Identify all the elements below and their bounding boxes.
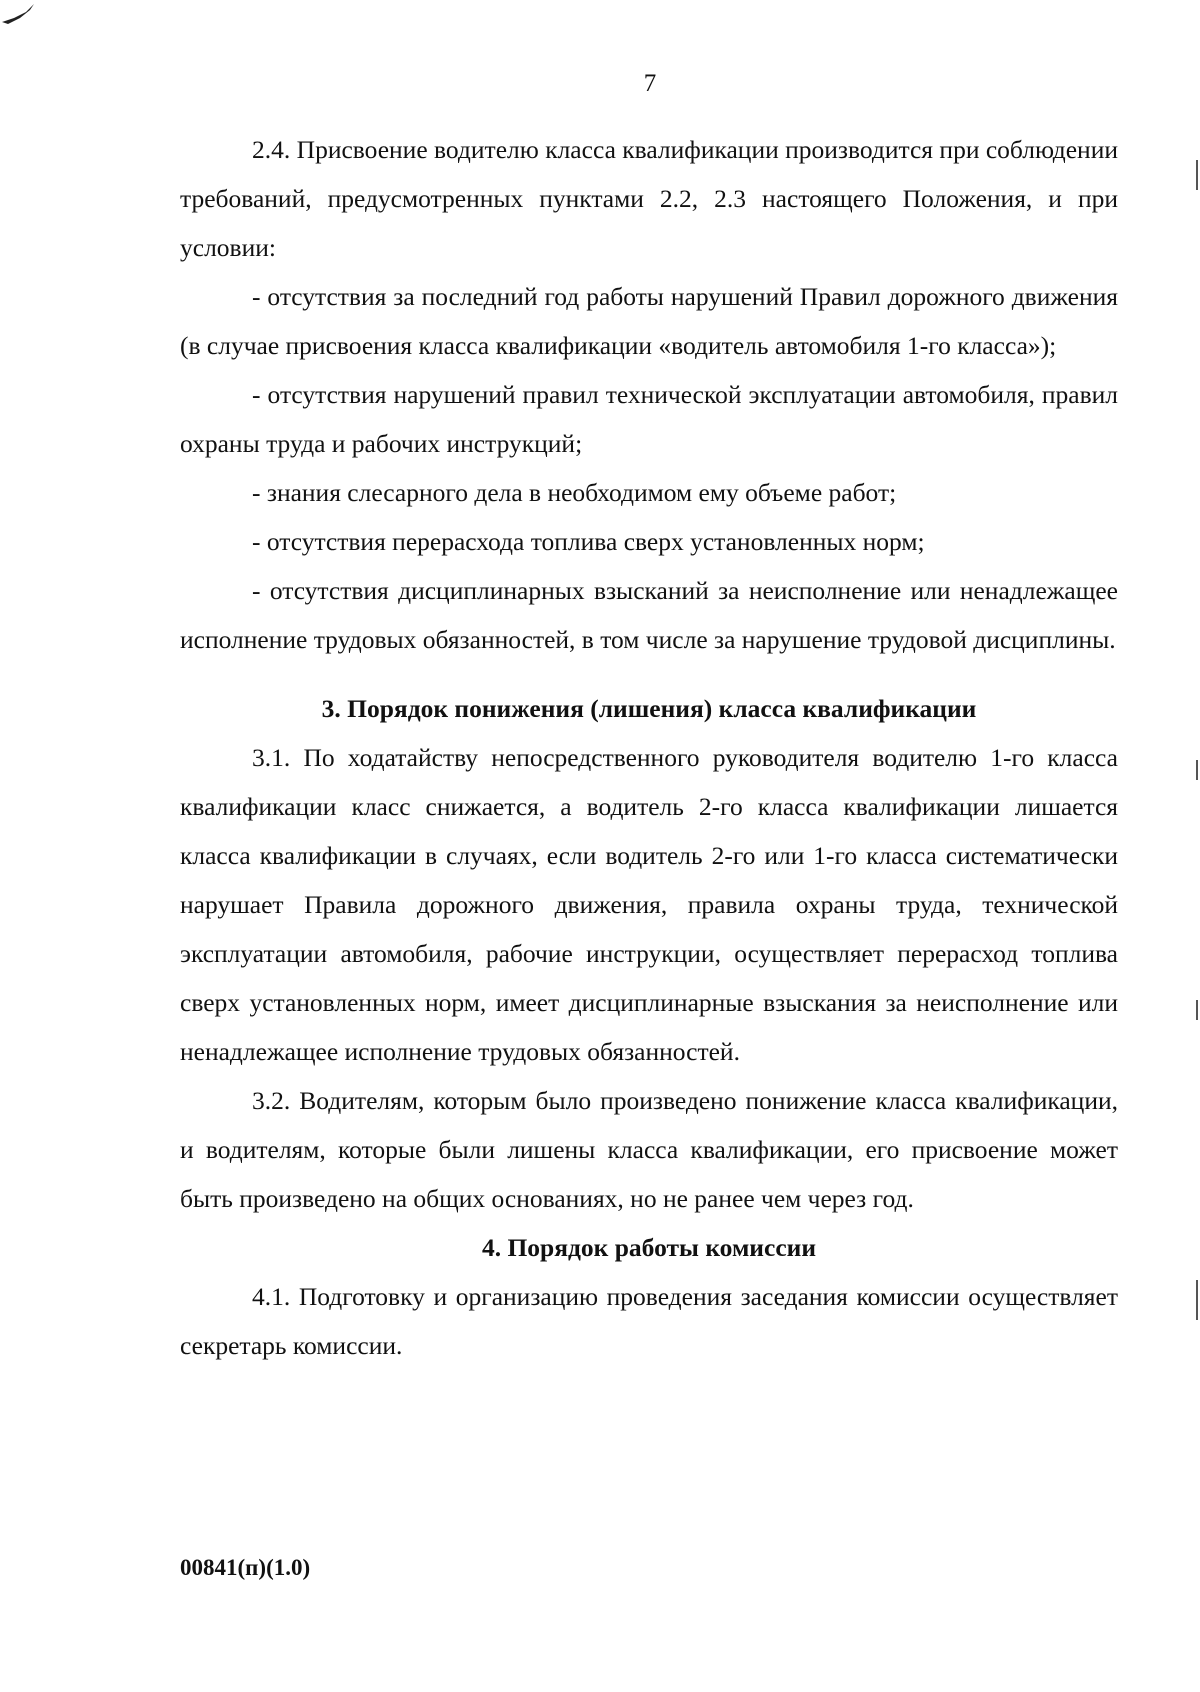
edge-scan-line (1196, 1000, 1198, 1020)
document-code: 00841(п)(1.0) (180, 1555, 311, 1580)
section-4-heading: 4. Порядок работы комиссии (481, 1233, 817, 1262)
paragraph-3-2: 3.2. Водителям, которым было произведено понижение класса квалификации, и водителям, которые были лишены класса квалификации, его присвоение может быть произведено на общих основаниях, но не ранее чем через год. (180, 1086, 1118, 1213)
paragraph-4-1: 4.1. Подготовку и организацию проведения заседания комиссии осуществляет секретарь комиссии. (180, 1282, 1118, 1360)
section-3-heading: 3. Порядок понижения (лишения) класса квалификации (321, 694, 977, 723)
paragraph-3-1: 3.1. По ходатайству непосредственного руководителя водителю 1-го класса квалификации класс снижается, а водитель 2-го класса квалификации лишается класса квалификации в случаях, если водитель 2-го или 1-го класса систематически нарушает Правила дорожного движения, правила охраны труда, технической эксплуатации автомобиля, рабочие инструкции, осуществляет перерасход топлива сверх установленных норм, имеет дисциплинарные взыскания за неисполнение или ненадлежащее исполнение трудовых обязанностей. (180, 743, 1118, 1066)
scan-artifact-mark (0, 0, 40, 30)
edge-scan-line (1196, 760, 1198, 780)
edge-scan-line (1196, 160, 1198, 190)
condition-item: - отсутствия за последний год работы нарушений Правил дорожного движения (в случае присвоения класса квалификации «водитель автомобиля 1-го класса»); (180, 282, 1118, 360)
condition-item: - отсутствия дисциплинарных взысканий за неисполнение или ненадлежащее исполнение трудовых обязанностей, в том числе за нарушение трудовой дисциплины. (180, 576, 1118, 654)
page-number: 7 (643, 70, 657, 97)
condition-item: - отсутствия нарушений правил технической эксплуатации автомобиля, правил охраны труда и рабочих инструкций; (180, 380, 1118, 458)
condition-item: - знания слесарного дела в необходимом ему объеме работ; (252, 478, 897, 507)
condition-item: - отсутствия перерасхода топлива сверх установленных норм; (252, 527, 925, 556)
paragraph-2-4: 2.4. Присвоение водителю класса квалификации производится при соблюдении требований, предусмотренных пунктами 2.2, 2.3 настоящего Положения, и при условии: (180, 135, 1118, 262)
document-body (180, 125, 1118, 1370)
edge-scan-line (1196, 1280, 1198, 1320)
